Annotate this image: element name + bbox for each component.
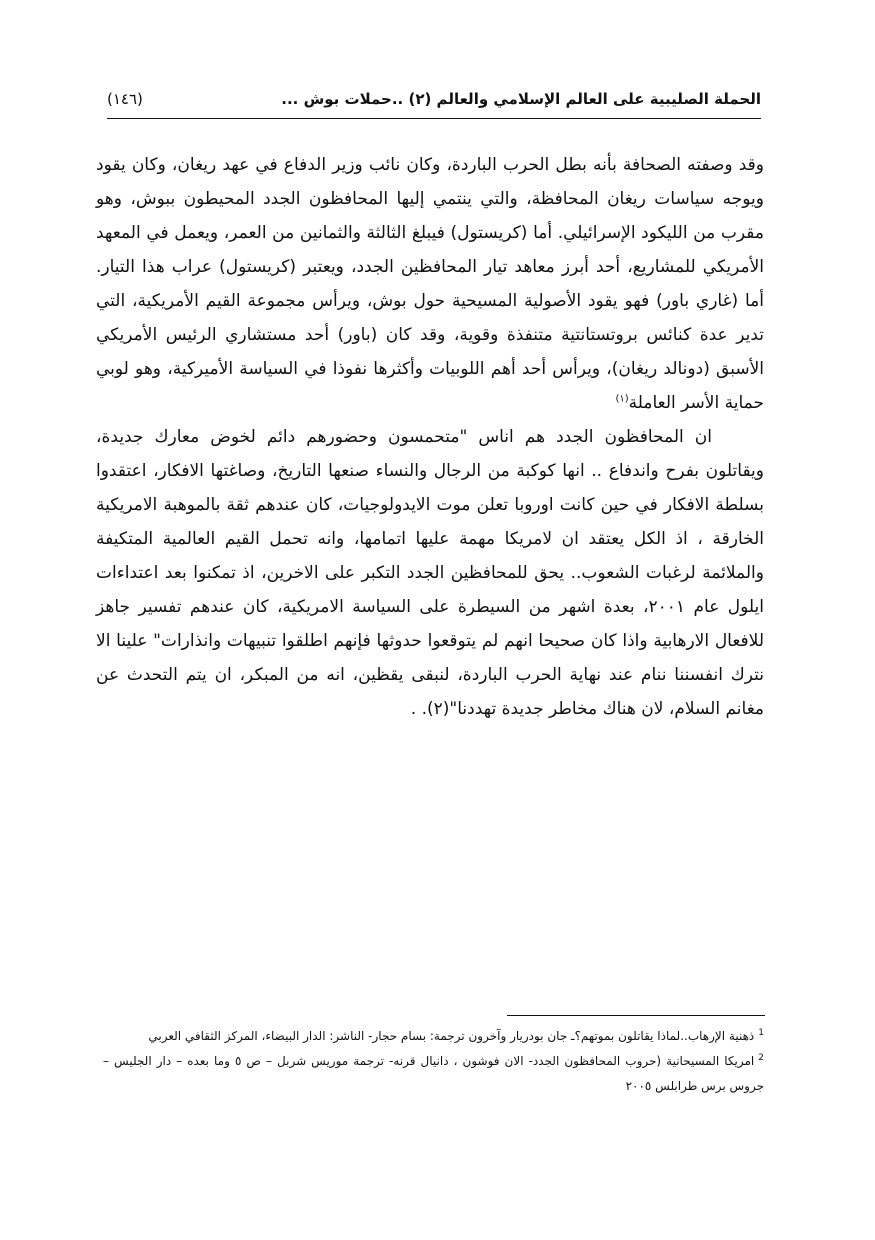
paragraph-2-text: ان المحافظون الجدد هم اناس "متحمسون وحضورهم دائم لخوض معارك جديدة، ويقاتلون بفرح واندفاع .. انها كوكبة من الرجال والنساء صنعها التاريخ، وصاغتها الافكار، اعتقدوا بسلطة الافكار في حين كانت اوروبا تعلن موت الايدولوجيات، كان عندهم ثقة بالموهبة الامريكية الخارقة ، اذ الكل يعتقد ان لامريكا مهمة عليها اتمامها، وانه تحمل القيم العالمية المتكيفة والملائمة لرغبات الشعوب.. يحق للمحافظين الجدد التكبر على الاخرين، اذ تمكنوا بعد اعتداءات ايلول عام ٢٠٠١، بعدة اشهر من السيطرة على السياسة الامريكية، كان عندهم تفسير جاهز للافعال الارهابية واذا كان صحيحا انهم لم يتوقعوا حدوثها فإنهم اطلقوا تنبيهات وانذارات" علينا الا نترك انفسننا ننام عند نهاية الحرب الباردة، لنبقى يقظين، انه من المبكر، ان يتم التحدث عن مغانم السلام، لان هناك مخاطر جديدة تهددنا"(٢). . xyxy=(96,427,765,719)
footnote-ref-1[interactable]: (١) xyxy=(615,393,629,405)
paragraph-1-text: وقد وصفته الصحافة بأنه بطل الحرب الباردة، وكان نائب وزير الدفاع في عهد ريغان، وكان يقود ويوجه سياسات ريغان المحافظة، والتي ينتمي إليها المحافظون الجدد المحيطون ببوش، وهو مقرب من الليكود الإسرائيلي. أما (كريستول) فيبلغ الثالثة والثمانين من العمر، ويعمل في المعهد الأمريكي للمشاريع، أحد أبرز معاهد تيار المحافظين الجدد، ويعتبر (كريستول) عراب هذا التيار. أما (غاري باور) فهو يقود الأصولية المسيحية حول بوش، ويرأس مجموعة القيم الأمريكية، التي تدير عدة كنائس بروتستانتية متنفذة وقوية، وقد كان (باور) أحد مستشاري الرئيس الأمريكي الأسبق (دونالد ريغان)، ويرأس أحد أهم اللوبيات وأكثرها نفوذا في السياسة الأميركية، وهو لوبي حماية الأسر العاملة xyxy=(96,155,764,413)
running-header xyxy=(107,88,761,119)
footnotes xyxy=(103,1024,764,1099)
footnote-2 xyxy=(103,1049,764,1099)
paragraph-2 xyxy=(96,420,764,726)
footnote-divider xyxy=(507,1015,765,1016)
paragraph-1 xyxy=(96,148,764,420)
footnote-1-text: ذهنية الإرهاب..لماذا يقاتلون بموتهم؟ـ جان بودريار وآخرون ترجمة: بسام حجار- الناشر: الدار البيضاء، المركز الثقافي العربي xyxy=(148,1029,755,1043)
footnote-1-number: 1 xyxy=(758,1028,764,1038)
body-text xyxy=(96,148,764,726)
header-title: الحملة الصليبية على العالم الإسلامي والعالم (٢) ..حملات بوش ... xyxy=(281,90,761,108)
page-number: (١٤٦) xyxy=(107,90,143,108)
footnote-1 xyxy=(103,1024,764,1049)
footnote-2-text: امريكا المسيحانية (حروب المحافظون الجدد- الان فوشون ، دانيال قرنه- ترجمة موريس شربل – ص ٥ وما بعده – دار الجليس –جروس برس طرابلس ٢٠٠٥ xyxy=(103,1054,764,1093)
footnote-2-number: 2 xyxy=(758,1053,764,1063)
